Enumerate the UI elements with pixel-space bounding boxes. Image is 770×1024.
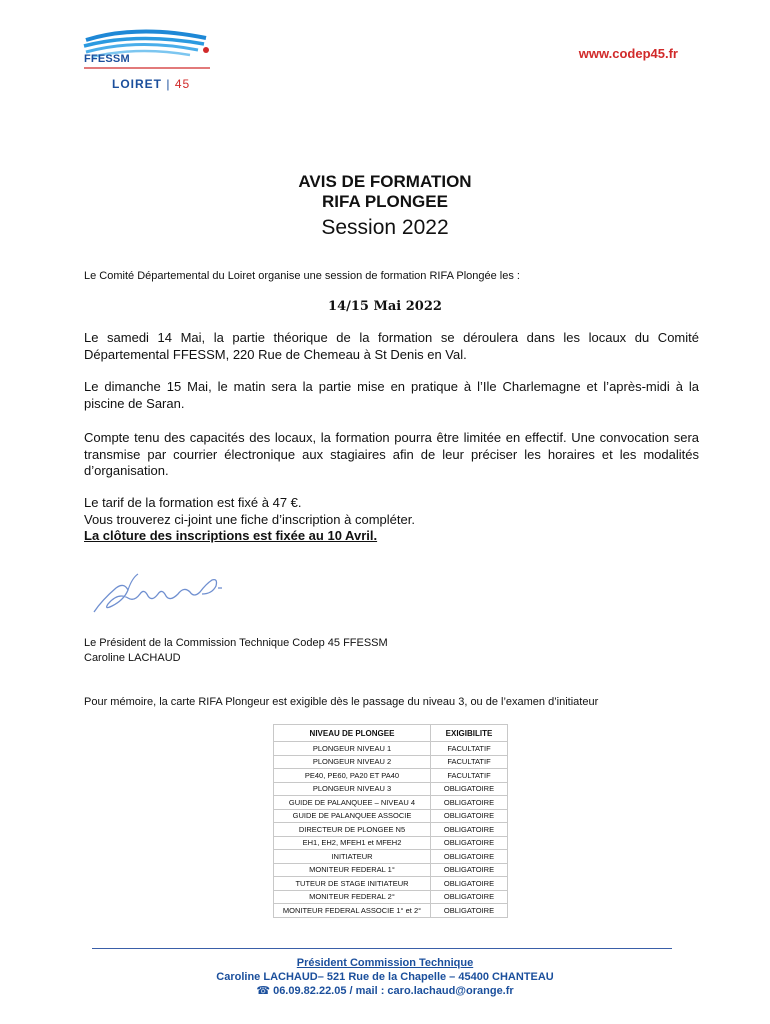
footer	[0, 956, 770, 998]
paragraph-pricing	[84, 495, 699, 545]
logo-separator: |	[166, 77, 171, 91]
requirement-cell: OBLIGATOIRE	[431, 836, 508, 850]
table-row	[274, 850, 508, 864]
table-row	[274, 823, 508, 837]
level-cell: PLONGEUR NIVEAU 3	[274, 782, 431, 796]
table-row	[274, 877, 508, 891]
table-row	[274, 796, 508, 810]
level-cell: INITIATEUR	[274, 850, 431, 864]
footer-divider	[92, 948, 672, 949]
level-cell: GUIDE DE PALANQUEE ASSOCIE	[274, 809, 431, 823]
level-cell: MONITEUR FEDERAL ASSOCIE 1° et 2°	[274, 904, 431, 918]
intro-text: Le Comité Départemental du Loiret organise une session de formation RIFA Plongée les :	[84, 270, 520, 282]
signature-name: Caroline LACHAUD	[84, 652, 181, 664]
logo-ffessm-text: FFESSM	[84, 53, 130, 65]
level-cell: PLONGEUR NIVEAU 1	[274, 742, 431, 756]
requirement-cell: FACULTATIF	[431, 755, 508, 769]
requirement-cell: OBLIGATOIRE	[431, 877, 508, 891]
session-date: 14/15 Mai 2022	[328, 299, 442, 314]
table-header-row	[274, 725, 508, 742]
signature-block	[84, 636, 388, 666]
level-cell: TUTEUR DE STAGE INITIATEUR	[274, 877, 431, 891]
website-link[interactable]: www.codep45.fr	[578, 46, 678, 61]
table-row	[274, 836, 508, 850]
logo-loiret-text	[112, 77, 190, 91]
level-cell: PE40, PE60, PA20 ET PA40	[274, 769, 431, 783]
table-row	[274, 742, 508, 756]
level-cell: PLONGEUR NIVEAU 2	[274, 755, 431, 769]
requirement-cell: OBLIGATOIRE	[431, 890, 508, 904]
table-row	[274, 755, 508, 769]
memo-text: Pour mémoire, la carte RIFA Plongeur est exigible dès le passage du niveau 3, ou de l’examen d’initiateur	[84, 696, 599, 708]
logo-loiret-label: LOIRET	[112, 77, 162, 91]
title-line-3: Session 2022	[321, 216, 449, 239]
footer-address: Caroline LACHAUD– 521 Rue de la Chapelle – 45400 CHANTEAU	[216, 971, 554, 983]
requirement-cell: OBLIGATOIRE	[431, 904, 508, 918]
table-row	[274, 890, 508, 904]
form-line: Vous trouverez ci-joint une fiche d’inscription à compléter.	[84, 511, 415, 527]
requirement-cell: OBLIGATOIRE	[431, 850, 508, 864]
title-line-1: AVIS DE FORMATION	[298, 172, 472, 191]
table-row	[274, 809, 508, 823]
diving-levels-table	[273, 724, 508, 918]
requirement-cell: FACULTATIF	[431, 742, 508, 756]
paragraph-capacity: Compte tenu des capacités des locaux, la formation pourra être limitée en effectif. Une convocation sera transmise par courrier électronique aux stagiaires afin de leur préciser les horaires et les modalités d’organisation.	[84, 430, 699, 478]
level-cell: MONITEUR FEDERAL 1°	[274, 863, 431, 877]
signature-title: Le Président de la Commission Technique Codep 45 FFESSM	[84, 637, 388, 649]
paragraph-sunday: Le dimanche 15 Mai, le matin sera la partie mise en pratique à l’Ile Charlemagne et l’après-midi à la piscine de Saran.	[84, 379, 699, 411]
header-requirement: EXIGIBILITE	[431, 725, 508, 742]
footer-contact: ☎ 06.09.82.22.05 / mail : caro.lachaud@orange.fr	[256, 985, 514, 997]
level-cell: DIRECTEUR DE PLONGEE N5	[274, 823, 431, 837]
table-row	[274, 769, 508, 783]
requirement-cell: OBLIGATOIRE	[431, 796, 508, 810]
title-block	[0, 172, 770, 242]
requirement-cell: FACULTATIF	[431, 769, 508, 783]
level-cell: GUIDE DE PALANQUEE – NIVEAU 4	[274, 796, 431, 810]
level-cell: MONITEUR FEDERAL 2°	[274, 890, 431, 904]
table-row	[274, 863, 508, 877]
level-cell: EH1, EH2, MFEH1 et MFEH2	[274, 836, 431, 850]
table-row	[274, 904, 508, 918]
paragraph-saturday: Le samedi 14 Mai, la partie théorique de la formation se déroulera dans les locaux du Comité Départemental FFESSM, 220 Rue de Chemeau à St Denis en Val.	[84, 330, 699, 362]
deadline-line: La clôture des inscriptions est fixée au 10 Avril.	[84, 528, 378, 543]
header-level: NIVEAU DE PLONGEE	[274, 725, 431, 742]
requirement-cell: OBLIGATOIRE	[431, 809, 508, 823]
handwritten-signature	[88, 570, 238, 620]
footer-title: Président Commission Technique	[296, 957, 474, 969]
requirement-cell: OBLIGATOIRE	[431, 823, 508, 837]
requirement-cell: OBLIGATOIRE	[431, 863, 508, 877]
title-line-2: RIFA PLONGEE	[322, 192, 448, 211]
table-row	[274, 782, 508, 796]
requirement-cell: OBLIGATOIRE	[431, 782, 508, 796]
logo-number: 45	[174, 77, 191, 91]
pricing-line: Le tarif de la formation est fixé à 47 €.	[84, 495, 302, 510]
